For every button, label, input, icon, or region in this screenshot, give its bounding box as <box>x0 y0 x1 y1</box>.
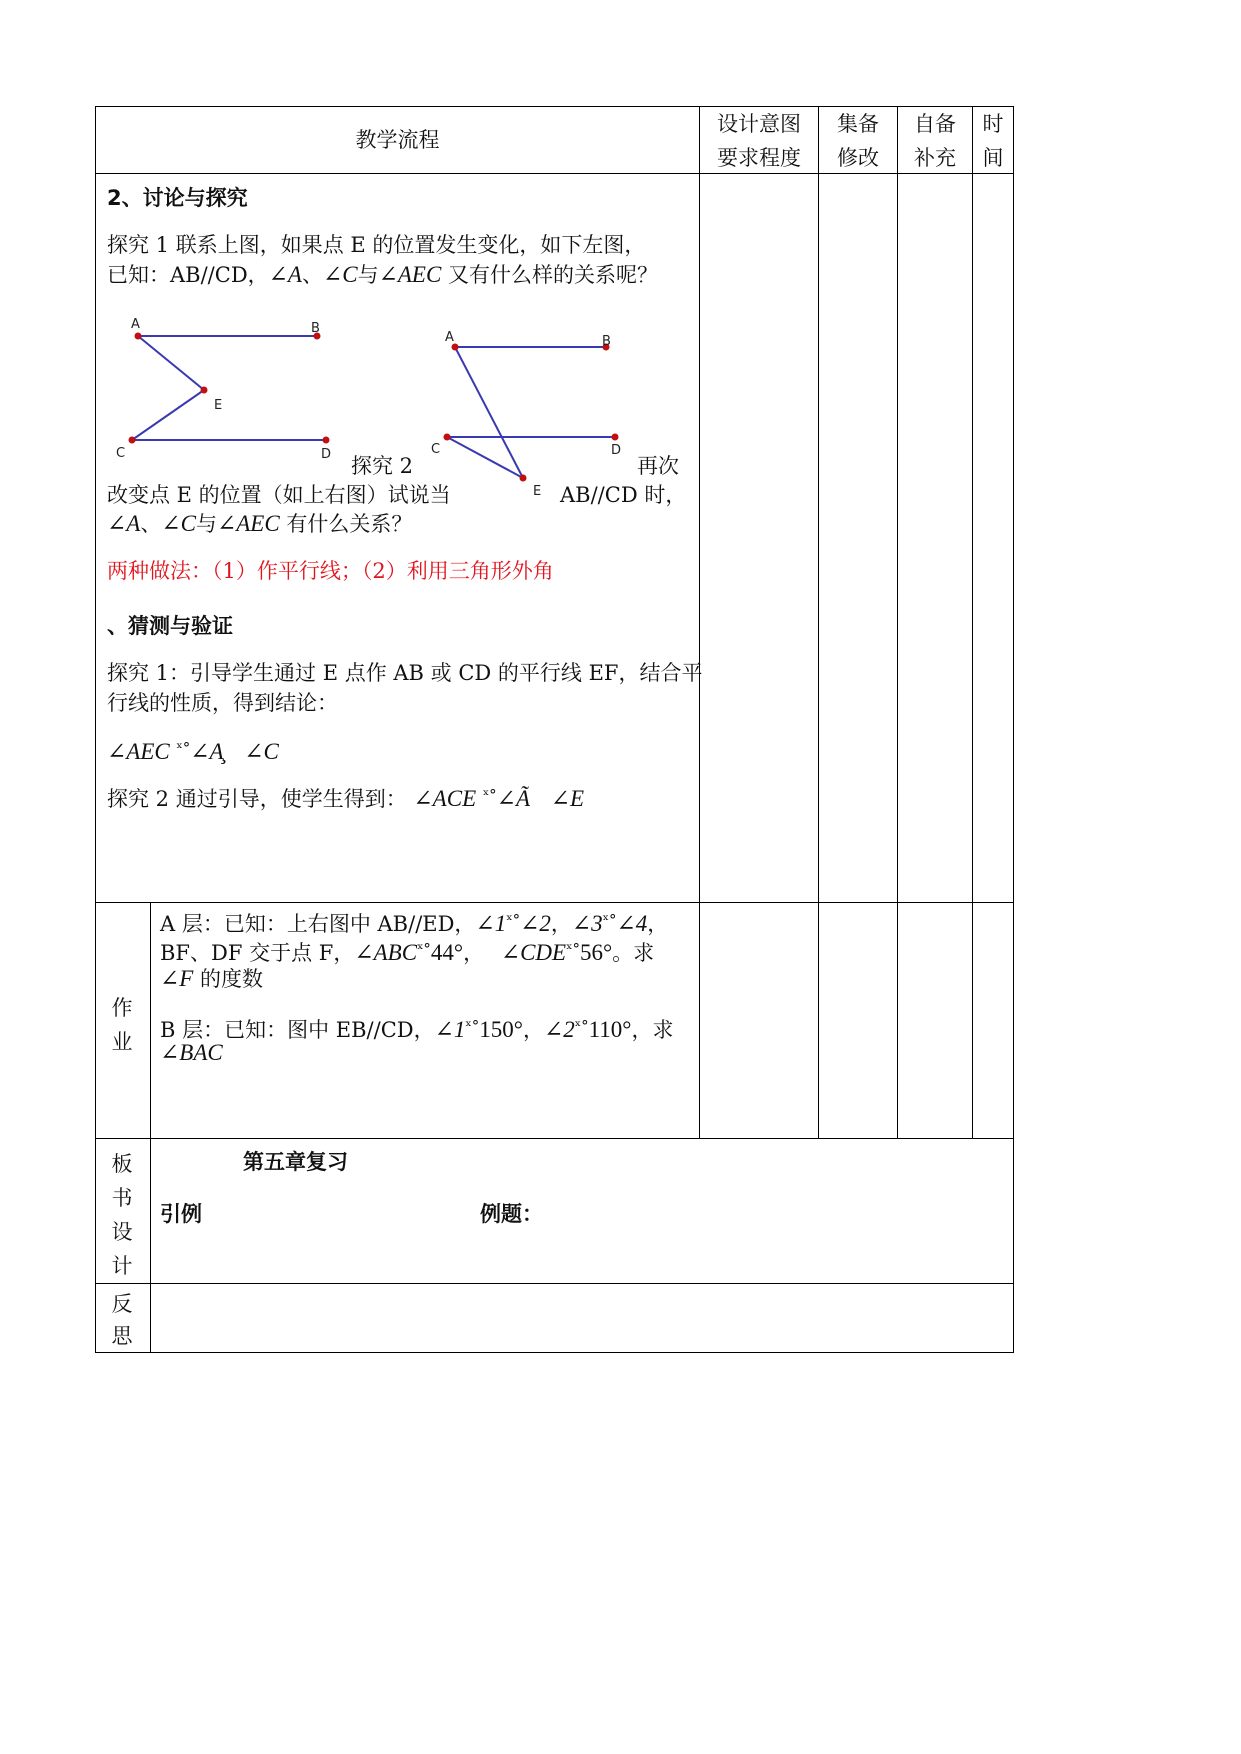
math-angle: ∠AEC <box>216 511 280 536</box>
hw-text: ，求 <box>631 1018 674 1042</box>
label-e: E <box>533 484 542 499</box>
grid-line <box>95 1138 1014 1139</box>
math-symbol: ˣ° <box>602 911 617 929</box>
math-angle: ∠ACE <box>413 786 477 811</box>
board-example: 例题： <box>480 1202 543 1226</box>
explore1-text: 、 <box>301 263 323 287</box>
board-label-2: 书 <box>111 1186 133 1210</box>
segment-ae <box>138 336 204 390</box>
explore1-line1: 探究 1 联系上图，如果点 E 的位置发生变化，如下左图， <box>107 233 646 257</box>
math-symbol: ˣ° <box>176 739 191 757</box>
segment-ec <box>132 390 204 440</box>
math-symbol: ˣ° <box>417 940 431 958</box>
math-symbol: ˣ° <box>465 1017 480 1035</box>
label-c: C <box>431 442 441 457</box>
label-a: A <box>445 330 454 345</box>
math-angle: ∠ABC <box>354 940 418 965</box>
explore2-text: 有什么关系？ <box>279 512 413 536</box>
homework-b-line2 <box>160 1036 223 1070</box>
header-design-2: 要求程度 <box>717 146 801 170</box>
math-angle: ∠E <box>550 786 585 811</box>
homework-label-2: 业 <box>111 1030 133 1054</box>
math-angle: ∠Ã <box>496 786 530 811</box>
math-angle: ∠A̧ <box>190 739 224 764</box>
math-value: 150° <box>479 1017 523 1042</box>
math-angle: ∠1 <box>434 1017 466 1042</box>
math-value: 110° <box>588 1017 632 1042</box>
guess-p2-text: 探究 2 通过引导，使学生得到： <box>107 787 407 811</box>
board-label-1: 板 <box>111 1152 133 1176</box>
math-angle: ∠A <box>107 511 141 536</box>
point-c <box>444 434 451 441</box>
hw-text: BF、DF 交于点 F， <box>160 941 355 965</box>
math-symbol: ˣ° <box>574 1017 589 1035</box>
explore2-line2-b: AB//CD 时， <box>560 483 687 507</box>
grid-line <box>699 106 700 1139</box>
math-symbol: ˣ° <box>566 940 580 958</box>
math-value: 56° <box>579 940 613 965</box>
explore2-again: 再次 <box>637 454 679 478</box>
header-design-1: 设计意图 <box>717 112 801 136</box>
segment-ae <box>455 347 523 478</box>
homework-a-line3 <box>160 962 263 996</box>
point-e <box>201 387 208 394</box>
explore2-text: 、 <box>140 512 162 536</box>
point-c <box>129 437 136 444</box>
grid-line <box>150 902 151 1353</box>
hw-text: ， <box>550 912 572 936</box>
grid-line <box>972 106 973 1139</box>
header-teaching-flow: 教学流程 <box>355 128 440 152</box>
figure-left <box>108 310 348 470</box>
math-angle: ∠F <box>160 966 194 991</box>
board-intro: 引例 <box>160 1202 202 1226</box>
homework-b-line1 <box>160 1009 673 1047</box>
math-angle: ∠C <box>244 739 279 764</box>
hw-text: ， <box>647 912 669 936</box>
grid-line <box>95 106 96 1353</box>
label-e: E <box>214 398 223 413</box>
reflection-label-2: 思 <box>111 1324 133 1348</box>
grid-line <box>1013 106 1014 1353</box>
label-b: B <box>311 321 320 336</box>
explore2-label: 探究 2 <box>351 454 414 478</box>
hw-text: 。求 <box>612 941 655 965</box>
math-symbol: ˣ° <box>482 786 497 804</box>
math-angle: ∠A <box>268 262 302 287</box>
grid-line <box>95 1352 1014 1353</box>
hw-text: ， <box>463 941 485 965</box>
board-title: 第五章复习 <box>243 1150 348 1174</box>
header-time-2: 间 <box>982 146 1004 170</box>
label-d: D <box>611 443 622 458</box>
board-label-3: 设 <box>111 1220 133 1244</box>
header-group-1: 集备 <box>837 112 879 136</box>
math-angle: ∠AEC <box>107 739 170 764</box>
explore2-text: 与 <box>195 512 217 536</box>
explore2-line3 <box>107 507 412 541</box>
explore2-line2-a: 改变点 E 的位置（如上右图）试说当 <box>107 483 451 507</box>
math-angle: ∠1 <box>475 911 507 936</box>
section-title-guess-verify: 、猜测与验证 <box>107 614 233 638</box>
formula-1 <box>107 731 279 769</box>
methods-note: 两种做法：（1）作平行线；（2）利用三角形外角 <box>107 559 554 583</box>
grid-line <box>95 1283 1014 1284</box>
reflection-label-1: 反 <box>111 1292 133 1316</box>
explore1-line2 <box>107 258 658 292</box>
guess-p1-line2: 行线的性质，得到结论： <box>107 691 338 715</box>
math-angle: ∠2 <box>543 1017 575 1042</box>
math-angle: ∠CDE <box>500 940 567 965</box>
explore1-text: 又有什么样的关系呢？ <box>441 263 659 287</box>
header-time-1: 时 <box>982 112 1004 136</box>
math-angle: ∠C <box>161 511 196 536</box>
point-d <box>612 434 619 441</box>
math-angle: ∠3 <box>571 911 603 936</box>
section-title-discussion: 2、讨论与探究 <box>107 186 248 210</box>
header-self-1: 自备 <box>914 112 956 136</box>
board-label-4: 计 <box>111 1254 133 1278</box>
math-angle: ∠4 <box>616 911 648 936</box>
label-b: B <box>602 334 611 349</box>
guess-p1-line1: 探究 1：引导学生通过 E 点作 AB 或 CD 的平行线 EF，结合平 <box>107 661 703 685</box>
guess-p2 <box>107 778 584 816</box>
header-group-2: 修改 <box>837 146 879 170</box>
point-e <box>520 475 527 482</box>
math-angle: ∠BAC <box>160 1040 223 1065</box>
label-c: C <box>116 446 126 461</box>
point-a <box>135 333 142 340</box>
hw-text: ， <box>522 1018 544 1042</box>
math-symbol: ˣ° <box>506 911 521 929</box>
header-self-2: 补充 <box>914 146 956 170</box>
grid-line <box>897 106 898 1139</box>
math-angle: ∠2 <box>520 911 551 936</box>
hw-text: B 层：已知：图中 EB//CD， <box>160 1018 435 1042</box>
math-angle: ∠AEC <box>378 262 442 287</box>
explore1-text: 与 <box>357 263 379 287</box>
explore1-text: 已知：AB//CD， <box>107 263 269 287</box>
label-d: D <box>321 447 332 462</box>
math-angle: ∠C <box>322 262 358 287</box>
math-value: 44° <box>430 940 464 965</box>
hw-text: 的度数 <box>193 967 264 991</box>
homework-label-1: 作 <box>111 996 133 1020</box>
grid-line <box>818 106 819 1139</box>
figure-right <box>425 325 635 500</box>
point-d <box>323 437 330 444</box>
hw-text: A 层：已知：上右图中 AB//ED， <box>160 912 476 936</box>
label-a: A <box>131 317 140 332</box>
